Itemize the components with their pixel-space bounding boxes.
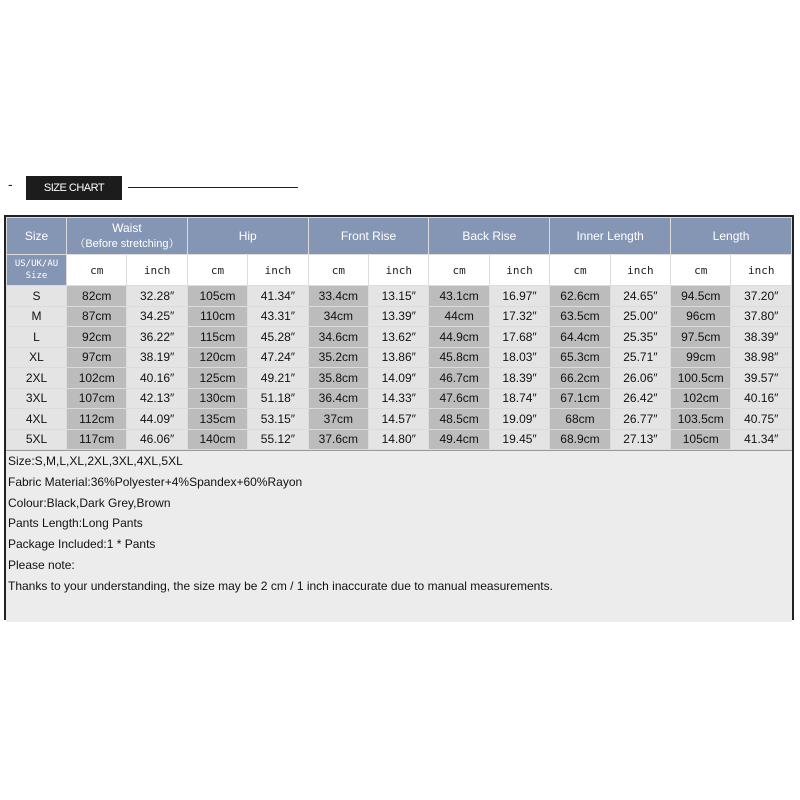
group-header-label: Front Rise [340,229,397,243]
inch-value-cell: 26.06″ [610,368,670,389]
info-line: Pants Length:Long Pants [8,516,143,531]
inch-value-cell: 18.39″ [489,368,549,389]
cm-value-cell: 120cm [187,347,247,368]
cm-value-cell: 87cm [67,306,127,327]
inch-value-cell: 13.86″ [369,347,429,368]
inch-value-cell: 39.57″ [731,368,792,389]
table-row [7,388,792,409]
size-region-label: US/UK/AU Size [7,255,67,286]
size-cell: L [7,327,67,348]
group-header [308,218,429,255]
unit-cm-header: cm [671,255,731,286]
unit-cm-header: cm [550,255,610,286]
inch-value-cell: 25.71″ [610,347,670,368]
inch-value-cell: 25.00″ [610,306,670,327]
size-column-header: Size [7,218,67,255]
info-line: Fabric Material:36%Polyester+4%Spandex+60%Rayon [8,474,303,489]
cm-value-cell: 68.9cm [550,429,610,450]
cm-value-cell: 34cm [308,306,368,327]
group-header [187,218,308,255]
unit-cm-header: cm [429,255,489,286]
inch-value-cell: 26.77″ [610,409,670,430]
size-cell: XL [7,347,67,368]
cm-value-cell: 140cm [187,429,247,450]
size-cell: 4XL [7,409,67,430]
size-table-body [7,286,792,450]
cm-value-cell: 62.6cm [550,286,610,307]
cm-value-cell: 99cm [671,347,731,368]
inch-value-cell: 37.20″ [731,286,792,307]
size-cell: S [7,286,67,307]
inch-value-cell: 32.28″ [127,286,187,307]
group-header-label: Back Rise [462,229,517,243]
inch-value-cell: 49.21″ [248,368,308,389]
cm-value-cell: 37.6cm [308,429,368,450]
cm-value-cell: 117cm [67,429,127,450]
cm-value-cell: 43.1cm [429,286,489,307]
unit-cm-header: cm [187,255,247,286]
group-header-sublabel: （Before stretching） [74,238,180,250]
inch-value-cell: 36.22″ [127,327,187,348]
cm-value-cell: 67.1cm [550,388,610,409]
table-row [7,347,792,368]
inch-value-cell: 14.09″ [369,368,429,389]
inch-value-cell: 17.68″ [489,327,549,348]
inch-value-cell: 44.09″ [127,409,187,430]
inch-value-cell: 13.15″ [369,286,429,307]
unit-cm-header: cm [308,255,368,286]
cm-value-cell: 94.5cm [671,286,731,307]
unit-inch-header: inch [248,255,308,286]
inch-value-cell: 34.25″ [127,306,187,327]
cm-value-cell: 63.5cm [550,306,610,327]
cm-value-cell: 110cm [187,306,247,327]
cm-value-cell: 97cm [67,347,127,368]
inch-value-cell: 37.80″ [731,306,792,327]
group-header-label: Hip [238,229,257,243]
cm-value-cell: 37cm [308,409,368,430]
group-header-row [7,218,792,255]
group-header-label: Inner Length [576,229,644,243]
inch-value-cell: 40.16″ [731,388,792,409]
inch-value-cell: 47.24″ [248,347,308,368]
inch-value-cell: 24.65″ [610,286,670,307]
cm-value-cell: 64.4cm [550,327,610,348]
cm-value-cell: 97.5cm [671,327,731,348]
unit-header-row [7,255,792,286]
info-line: Size:S,M,L,XL,2XL,3XL,4XL,5XL [8,454,183,468]
inch-value-cell: 18.74″ [489,388,549,409]
cm-value-cell: 107cm [67,388,127,409]
inch-value-cell: 41.34″ [731,429,792,450]
cm-value-cell: 65.3cm [550,347,610,368]
size-chart-banner [0,170,800,206]
inch-value-cell: 53.15″ [248,409,308,430]
size-chart-panel [4,215,794,620]
cm-value-cell: 45.8cm [429,347,489,368]
cm-value-cell: 49.4cm [429,429,489,450]
cm-value-cell: 34.6cm [308,327,368,348]
group-header [67,218,188,255]
size-cell: 2XL [7,368,67,389]
size-table [6,217,792,450]
inch-value-cell: 14.33″ [369,388,429,409]
cm-value-cell: 68cm [550,409,610,430]
inch-value-cell: 19.45″ [489,429,549,450]
cm-value-cell: 46.7cm [429,368,489,389]
inch-value-cell: 40.75″ [731,409,792,430]
size-cell: 5XL [7,429,67,450]
inch-value-cell: 40.16″ [127,368,187,389]
table-row [7,327,792,348]
inch-value-cell: 38.39″ [731,327,792,348]
info-line: Please note: [8,557,75,572]
cm-value-cell: 92cm [67,327,127,348]
group-header [550,218,671,255]
cm-value-cell: 105cm [187,286,247,307]
inch-value-cell: 18.03″ [489,347,549,368]
inch-value-cell: 19.09″ [489,409,549,430]
inch-value-cell: 51.18″ [248,388,308,409]
size-cell: M [7,306,67,327]
unit-inch-header: inch [369,255,429,286]
size-cell: 3XL [7,388,67,409]
group-header [671,218,792,255]
table-row [7,286,792,307]
inch-value-cell: 17.32″ [489,306,549,327]
unit-inch-header: inch [731,255,792,286]
cm-value-cell: 44.9cm [429,327,489,348]
cm-value-cell: 48.5cm [429,409,489,430]
cm-value-cell: 44cm [429,306,489,327]
cm-value-cell: 135cm [187,409,247,430]
product-info [6,450,792,622]
table-row [7,429,792,450]
inch-value-cell: 25.35″ [610,327,670,348]
inch-value-cell: 16.97″ [489,286,549,307]
group-header [429,218,550,255]
cm-value-cell: 130cm [187,388,247,409]
inch-value-cell: 43.31″ [248,306,308,327]
banner-rule [128,187,298,188]
cm-value-cell: 36.4cm [308,388,368,409]
inch-value-cell: 38.19″ [127,347,187,368]
cm-value-cell: 35.8cm [308,368,368,389]
inch-value-cell: 42.13″ [127,388,187,409]
inch-value-cell: 38.98″ [731,347,792,368]
unit-cm-header: cm [67,255,127,286]
inch-value-cell: 14.57″ [369,409,429,430]
cm-value-cell: 96cm [671,306,731,327]
unit-inch-header: inch [489,255,549,286]
banner-dash: - [8,176,13,192]
group-header-label: Waist [112,221,142,235]
info-line: Package Included:1 * Pants [8,537,156,552]
inch-value-cell: 13.62″ [369,327,429,348]
info-line: Thanks to your understanding, the size may be 2 cm / 1 inch inaccurate due to manual measurements. [8,578,553,593]
cm-value-cell: 125cm [187,368,247,389]
inch-value-cell: 45.28″ [248,327,308,348]
cm-value-cell: 115cm [187,327,247,348]
inch-value-cell: 14.80″ [369,429,429,450]
inch-value-cell: 41.34″ [248,286,308,307]
cm-value-cell: 112cm [67,409,127,430]
unit-inch-header: inch [127,255,187,286]
cm-value-cell: 33.4cm [308,286,368,307]
cm-value-cell: 105cm [671,429,731,450]
banner-title: SIZE CHART [26,176,122,200]
cm-value-cell: 103.5cm [671,409,731,430]
cm-value-cell: 82cm [67,286,127,307]
cm-value-cell: 35.2cm [308,347,368,368]
cm-value-cell: 66.2cm [550,368,610,389]
inch-value-cell: 55.12″ [248,429,308,450]
cm-value-cell: 100.5cm [671,368,731,389]
table-row [7,409,792,430]
cm-value-cell: 47.6cm [429,388,489,409]
inch-value-cell: 27.13″ [610,429,670,450]
table-row [7,368,792,389]
table-row [7,306,792,327]
unit-inch-header: inch [610,255,670,286]
group-header-label: Length [712,229,750,243]
cm-value-cell: 102cm [671,388,731,409]
cm-value-cell: 102cm [67,368,127,389]
inch-value-cell: 46.06″ [127,429,187,450]
info-line: Colour:Black,Dark Grey,Brown [8,495,171,510]
inch-value-cell: 26.42″ [610,388,670,409]
inch-value-cell: 13.39″ [369,306,429,327]
